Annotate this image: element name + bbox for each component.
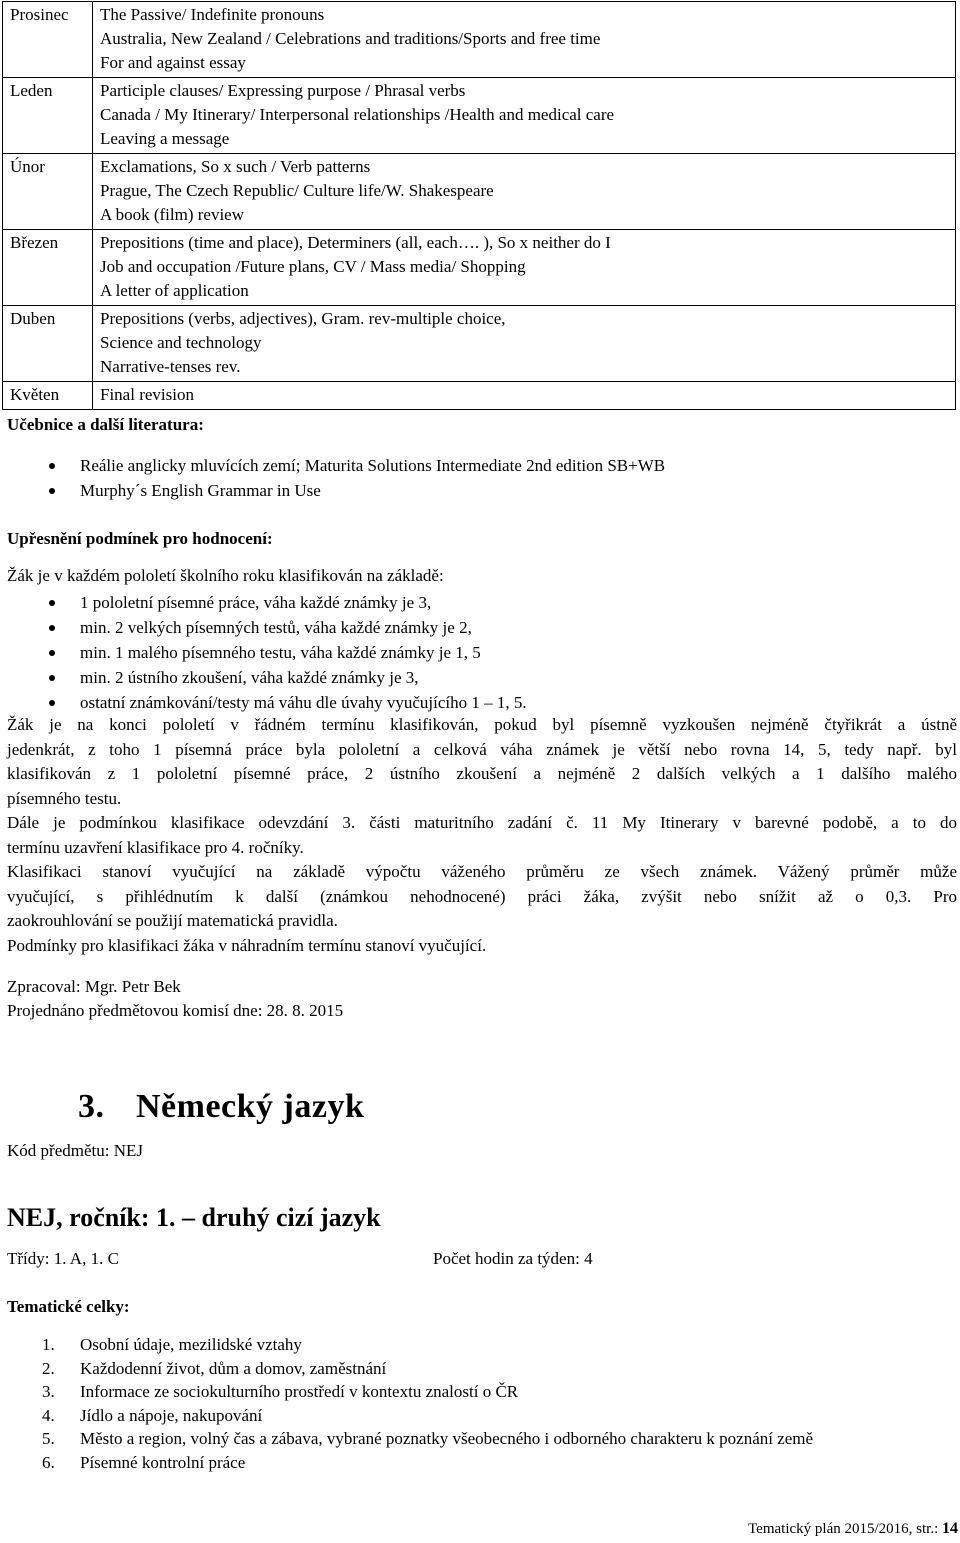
topic-line: Participle clauses/ Expressing purpose / Phrasal verbs	[100, 81, 466, 100]
assessment-paragraph	[7, 713, 957, 958]
topic-line: Science and technology	[100, 333, 262, 352]
list-item-text: min. 1 malého písemného testu, váha každé známky je 1, 5	[80, 643, 481, 662]
prepared-by: Zpracoval: Mgr. Petr Bek	[7, 977, 181, 996]
list-item	[42, 1357, 958, 1381]
classes-label: Třídy: 1. A, 1. C	[7, 1249, 119, 1268]
subject-code: Kód předmětu: NEJ	[7, 1141, 143, 1160]
list-item	[42, 1333, 958, 1357]
month-cell: Únor	[3, 154, 93, 230]
bullet-icon	[49, 625, 55, 631]
subject-number: 3.	[78, 1088, 105, 1125]
assessment-list	[80, 590, 527, 715]
list-item	[80, 453, 665, 478]
topic-line: Exclamations, So x such / Verb patterns	[100, 157, 371, 176]
topic-line: Australia, New Zealand / Celebrations and traditions/Sports and free time	[100, 29, 601, 48]
bullet-icon	[49, 600, 55, 606]
list-item	[80, 665, 527, 690]
assessment-heading: Upřesnění podmínek pro hodnocení:	[7, 529, 273, 548]
month-cell: Leden	[3, 78, 93, 154]
list-item-text: Informace ze sociokulturního prostředí v kontextu znalostí o ČR	[80, 1382, 519, 1401]
item-number: 4.	[42, 1405, 55, 1425]
text-line: Klasifikaci stanoví vyučující na základě výpočtu váženého průměru ze všech známek. Vážený průměr může	[7, 862, 957, 881]
schedule-row	[3, 382, 956, 410]
text-line: Dále je podmínkou klasifikace odevzdání 3. části maturitního zadání č. 11 My Itinerary v barevné podobě, a to do	[7, 813, 957, 832]
literature-heading: Učebnice a další literatura:	[7, 415, 204, 434]
list-item	[42, 1404, 958, 1428]
list-item	[42, 1427, 958, 1451]
topic-line: Prague, The Czech Republic/ Culture life/W. Shakespeare	[100, 181, 494, 200]
item-number: 2.	[42, 1358, 55, 1378]
topic-line: Prepositions (verbs, adjectives), Gram. rev-multiple choice,	[100, 309, 506, 328]
topic-line: Leaving a message	[100, 129, 230, 148]
month-cell: Prosinec	[3, 2, 93, 78]
list-item-text: min. 2 velkých písemných testů, váha každé známky je 2,	[80, 618, 472, 637]
topics-cell	[93, 230, 956, 306]
list-item-text: Město a region, volný čas a zábava, vybrané poznatky všeobecného i odborného charakteru k poznání země	[80, 1429, 814, 1448]
page-number: 14	[942, 1520, 958, 1537]
hours-label: Počet hodin za týden: 4	[433, 1249, 593, 1268]
text-line: písemného testu.	[7, 788, 122, 808]
list-item-text: Každodenní život, dům a domov, zaměstnání	[80, 1358, 387, 1378]
topics-cell	[93, 306, 956, 382]
topic-line: Prepositions (time and place), Determiners (all, each…. ), So x neither do I	[100, 233, 611, 252]
list-item-text: Murphy´s English Grammar in Use	[80, 481, 321, 500]
topic-line: A letter of application	[100, 281, 249, 300]
schedule-row	[3, 306, 956, 382]
topics-cell	[93, 78, 956, 154]
list-item-text: Jídlo a nápoje, nakupování	[80, 1405, 263, 1425]
text-line: Žák je na konci pololetí v řádném termínu klasifikován, pokud byl písemně vyzkoušen nejméně čtyřikrát a ústně	[7, 715, 957, 734]
topic-line: For and against essay	[100, 53, 246, 72]
text-line: termínu uzavření klasifikace pro 4. ročníky.	[7, 837, 304, 857]
schedule-row	[3, 78, 956, 154]
item-number: 5.	[42, 1429, 55, 1448]
schedule-table	[2, 1, 956, 410]
subject-name: Německý jazyk	[136, 1088, 365, 1125]
topic-line: Job and occupation /Future plans, CV / Mass media/ Shopping	[100, 257, 526, 276]
list-item-text: min. 2 ústního zkoušení, váha každé známky je 3,	[80, 668, 419, 687]
topics-heading: Tematické celky:	[7, 1297, 130, 1316]
bullet-icon	[49, 700, 55, 706]
assessment-intro: Žák je v každém pololetí školního roku klasifikován na základě:	[7, 566, 444, 585]
list-item-text: Osobní údaje, mezilidské vztahy	[80, 1335, 302, 1354]
text-line: zaokrouhlování se použijí matematická pravidla.	[7, 911, 338, 930]
item-number: 1.	[42, 1335, 55, 1354]
list-item	[80, 690, 527, 715]
topics-cell	[93, 2, 956, 78]
list-item-text: ostatní známkování/testy má váhu dle úvahy vyučujícího 1 – 1, 5.	[80, 693, 527, 712]
month-cell: Květen	[3, 382, 93, 410]
list-item-text: Písemné kontrolní práce	[80, 1452, 246, 1472]
item-number: 6.	[42, 1452, 55, 1472]
text-line: jedenkrát, z toho 1 písemná práce byla pololetní a celková váha známek je větší nebo rovna 14, 5, tedy např. byl	[7, 739, 957, 759]
text-line: klasifikován z 1 pololetní písemné práce, 2 ústního zkoušení a nejméně 2 dalších velkých a 1 dalšího malého	[7, 764, 957, 783]
list-item	[42, 1380, 958, 1404]
list-item	[80, 478, 665, 503]
topic-line: Narrative-tenses rev.	[100, 357, 241, 376]
bullet-icon	[49, 463, 55, 469]
text-line: Podmínky pro klasifikaci žáka v náhradním termínu stanoví vyučující.	[7, 935, 487, 955]
item-number: 3.	[42, 1382, 55, 1401]
topic-line: The Passive/ Indefinite pronouns	[100, 5, 325, 24]
list-item	[80, 615, 527, 640]
bullet-icon	[49, 675, 55, 681]
schedule-row	[3, 2, 956, 78]
list-item	[42, 1451, 958, 1475]
topic-line: Canada / My Itinerary/ Interpersonal relationships /Health and medical care	[100, 105, 615, 124]
page-footer	[748, 1520, 958, 1538]
topics-cell	[93, 154, 956, 230]
list-item-text: 1 pololetní písemné práce, váha každé známky je 3,	[80, 593, 432, 612]
list-item-text: Reálie anglicky mluvících zemí; Maturita Solutions Intermediate 2nd edition SB+WB	[80, 456, 666, 475]
footer-label: Tematický plán 2015/2016, str.:	[748, 1521, 942, 1537]
approval-date: Projednáno předmětovou komisí dne: 28. 8. 2015	[7, 1001, 344, 1020]
month-cell: Duben	[3, 306, 93, 382]
month-cell: Březen	[3, 230, 93, 306]
schedule-row	[3, 230, 956, 306]
list-item	[80, 590, 527, 615]
topics-list	[42, 1333, 958, 1474]
topics-cell	[93, 382, 956, 410]
topic-line: A book (film) review	[100, 205, 244, 224]
grade-title: NEJ, ročník: 1. – druhý cizí jazyk	[7, 1203, 381, 1232]
bullet-icon	[49, 650, 55, 656]
list-item	[80, 640, 527, 665]
subject-title	[78, 1088, 364, 1126]
literature-list	[80, 453, 665, 503]
schedule-row	[3, 154, 956, 230]
topic-line: Final revision	[100, 385, 194, 404]
text-line: vyučující, s přihlédnutím k další (známkou nehodnocené) práci žáka, zvýšit nebo snížit až o 0,3. Pro	[7, 886, 957, 906]
bullet-icon	[49, 488, 55, 494]
